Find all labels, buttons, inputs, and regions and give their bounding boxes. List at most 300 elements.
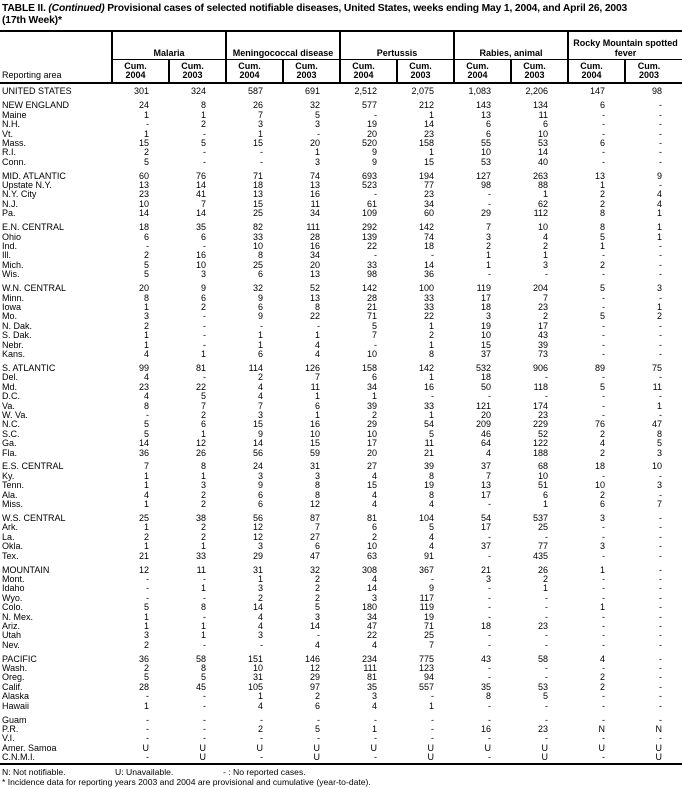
data-cell: 1 — [657, 400, 663, 411]
data-cell: N — [655, 724, 663, 734]
row-label: UNITED STATES — [2, 86, 72, 97]
data-cell: - — [203, 147, 206, 158]
table-row — [0, 631, 682, 640]
data-cell: 99 — [138, 362, 149, 373]
data-cell: 6 — [315, 400, 321, 411]
row-label: Pa. — [2, 208, 16, 219]
data-cell: 9 — [657, 170, 663, 181]
data-cell: 39 — [424, 461, 435, 472]
data-cell: 2 — [543, 573, 549, 584]
data-cell: - — [146, 592, 149, 603]
data-cell: 16 — [195, 250, 206, 261]
data-cell: 2 — [200, 119, 206, 130]
data-cell: - — [146, 573, 149, 584]
data-cell: 12 — [310, 499, 321, 510]
table-row — [0, 242, 682, 251]
data-cell: - — [602, 714, 606, 725]
data-cell: - — [602, 400, 606, 411]
data-cell: 4 — [429, 541, 435, 552]
table-row — [0, 683, 682, 692]
data-cell: 28 — [138, 681, 149, 692]
data-cell: - — [659, 269, 663, 280]
data-cell: 17 — [481, 522, 492, 533]
data-cell: - — [203, 128, 206, 139]
data-cell: - — [659, 259, 663, 270]
row-label: Oreg. — [2, 672, 25, 683]
data-cell: - — [659, 391, 663, 402]
data-cell: 4 — [372, 489, 378, 500]
data-cell: - — [602, 700, 606, 711]
data-cell: 82 — [252, 222, 263, 233]
data-cell: 3 — [600, 541, 606, 552]
cum-label: Cum. — [238, 61, 261, 71]
data-cell: - — [659, 639, 663, 650]
table-row — [0, 383, 682, 392]
data-cell: 97 — [310, 681, 321, 692]
data-cell: 5 — [315, 602, 321, 613]
data-cell: U — [313, 742, 321, 753]
data-cell: 15 — [252, 137, 263, 148]
data-cell: 36 — [138, 447, 149, 458]
table-row — [0, 120, 682, 129]
data-cell: 25 — [138, 512, 149, 523]
table-row — [0, 533, 682, 542]
table-row — [0, 373, 682, 382]
table-row — [0, 641, 682, 650]
data-cell: 5 — [372, 320, 378, 331]
data-cell: - — [545, 611, 549, 622]
data-cell: 174 — [532, 400, 549, 411]
data-cell: U — [370, 742, 378, 753]
table-row — [0, 83, 682, 96]
data-cell: 81 — [195, 362, 206, 373]
data-cell: 1 — [429, 409, 435, 420]
data-cell: - — [545, 372, 549, 383]
data-cell: 68 — [538, 461, 549, 472]
data-cell: 33 — [195, 550, 206, 561]
data-cell: 209 — [475, 419, 492, 430]
data-cell: 8 — [486, 691, 492, 702]
data-cell: 8 — [600, 208, 606, 219]
column-subheader — [112, 60, 169, 84]
data-cell: 81 — [367, 512, 378, 523]
data-cell: 16 — [481, 724, 492, 734]
data-cell: - — [659, 663, 663, 674]
data-cell: 100 — [418, 283, 435, 294]
data-cell: 20 — [310, 137, 321, 148]
data-cell: 22 — [195, 381, 206, 392]
data-cell: 94 — [424, 672, 435, 683]
table-row — [0, 111, 682, 120]
data-cell: - — [659, 100, 663, 111]
data-cell: 22 — [367, 241, 378, 251]
data-cell: - — [659, 180, 663, 191]
data-cell: 1,083 — [468, 86, 492, 97]
data-cell: 56 — [252, 447, 263, 458]
title-continued: (Continued) — [48, 3, 105, 14]
data-cell: 15 — [367, 480, 378, 491]
data-cell: 4 — [657, 189, 663, 200]
data-cell: 577 — [361, 100, 378, 111]
data-cell: 45 — [195, 681, 206, 692]
data-cell: 21 — [481, 564, 492, 575]
data-cell: 2 — [143, 320, 149, 331]
data-cell: 3 — [657, 283, 663, 294]
data-cell: 4 — [429, 531, 435, 542]
data-cell: - — [602, 330, 606, 341]
data-cell: 158 — [361, 362, 378, 373]
data-cell: 118 — [533, 381, 549, 392]
cum-label: Cum. — [523, 61, 546, 71]
data-cell: 3 — [315, 611, 321, 622]
row-label: Mont. — [2, 573, 25, 584]
title-table-number: TABLE II. — [2, 3, 46, 14]
data-cell: 24 — [252, 461, 263, 472]
data-cell: - — [602, 269, 606, 280]
data-cell: 87 — [310, 512, 321, 523]
data-cell: 109 — [361, 208, 378, 219]
data-cell: - — [602, 470, 606, 481]
data-cell: 22 — [310, 311, 321, 322]
data-cell: 6 — [200, 419, 206, 430]
data-cell: 14 — [138, 438, 149, 449]
table-row — [0, 139, 682, 148]
year-label: 2004 — [125, 70, 146, 81]
data-cell: 1 — [600, 564, 606, 575]
row-label: S.C. — [2, 428, 20, 439]
data-cell: 19 — [424, 480, 435, 491]
data-cell: 71 — [424, 620, 435, 631]
data-cell: 9 — [257, 292, 263, 303]
data-cell: 15 — [424, 156, 435, 167]
data-cell: 1 — [143, 470, 149, 481]
data-cell: - — [659, 700, 663, 711]
data-cell: 2 — [200, 522, 206, 533]
data-cell: 2 — [600, 672, 606, 683]
data-cell: 43 — [538, 330, 549, 341]
data-cell: - — [545, 672, 549, 683]
cum-label: Cum. — [409, 61, 432, 71]
data-cell: 2 — [600, 489, 606, 500]
data-cell: 194 — [418, 170, 435, 181]
data-cell: 8 — [200, 663, 206, 674]
row-label: Utah — [2, 630, 22, 641]
data-cell: 77 — [424, 180, 435, 191]
data-cell: 2 — [600, 428, 606, 439]
data-cell: 114 — [248, 362, 263, 373]
table-row — [0, 500, 682, 509]
data-cell: 3 — [657, 447, 663, 458]
table-row — [0, 233, 682, 242]
data-cell: 5 — [429, 428, 435, 439]
data-cell: 14 — [195, 180, 206, 191]
row-label: Calif. — [2, 681, 23, 692]
data-cell: 55 — [481, 137, 492, 148]
row-label: Wash. — [2, 663, 28, 674]
notifiable-diseases-table — [0, 30, 682, 765]
data-cell: 23 — [538, 724, 549, 734]
table-row — [0, 364, 682, 373]
data-cell: 1 — [143, 480, 149, 491]
data-cell: 143 — [475, 100, 492, 111]
data-cell: - — [488, 189, 492, 200]
table-row — [0, 584, 682, 593]
data-cell: 11 — [652, 381, 663, 392]
data-cell: 3 — [315, 119, 321, 130]
data-cell: 4 — [257, 611, 263, 622]
data-cell: 3 — [486, 311, 492, 322]
data-cell: 3 — [600, 512, 606, 523]
data-cell: 2 — [315, 583, 321, 594]
data-cell: 56 — [252, 512, 263, 523]
data-cell: 52 — [538, 428, 549, 439]
data-cell: 17 — [367, 438, 378, 449]
data-cell: 8 — [315, 489, 321, 500]
data-cell: 37 — [481, 461, 492, 472]
data-cell: - — [488, 592, 492, 603]
row-label: V.I. — [2, 733, 15, 744]
data-cell: 9 — [372, 147, 378, 158]
row-label: N.C. — [2, 419, 20, 430]
data-cell: - — [203, 700, 206, 711]
data-cell: 15 — [252, 198, 263, 209]
data-cell: - — [659, 602, 663, 613]
data-cell: - — [203, 311, 206, 322]
data-cell: 111 — [306, 222, 321, 233]
data-cell: 4 — [143, 489, 149, 500]
data-cell: 8 — [429, 489, 435, 500]
row-label: Mich. — [2, 259, 24, 270]
data-cell: 21 — [424, 447, 435, 458]
year-label: 2004 — [581, 70, 602, 81]
data-cell: 52 — [310, 283, 321, 294]
data-cell: 4 — [315, 639, 321, 650]
row-label: Ga. — [2, 438, 17, 449]
data-cell: 537 — [532, 512, 549, 523]
data-cell: 1 — [657, 208, 663, 219]
data-cell: - — [317, 714, 321, 725]
data-cell: 234 — [361, 653, 378, 664]
data-cell: 2 — [543, 241, 549, 251]
cum-label: Cum. — [124, 61, 147, 71]
data-cell: 6 — [372, 522, 378, 533]
data-cell: 1 — [143, 339, 149, 350]
data-cell: 39 — [538, 339, 549, 350]
data-cell: 23 — [138, 381, 149, 392]
data-cell: 7 — [257, 400, 263, 411]
data-cell: 1 — [543, 250, 549, 261]
data-cell: 4 — [143, 372, 149, 383]
data-cell: 117 — [419, 592, 435, 603]
row-label: Va. — [2, 400, 15, 411]
data-cell: - — [203, 592, 206, 603]
data-cell: 58 — [538, 653, 549, 664]
column-group-header: Rocky Mountain spotted fever — [568, 31, 682, 60]
data-cell: 151 — [247, 653, 263, 664]
data-cell: 1 — [143, 109, 149, 120]
cum-label: Cum. — [181, 61, 204, 71]
data-cell: 6 — [315, 541, 321, 552]
data-cell: - — [659, 512, 663, 523]
data-cell: 2 — [600, 198, 606, 209]
data-cell: - — [488, 733, 492, 744]
table-row — [0, 261, 682, 270]
data-cell: 5 — [143, 269, 149, 280]
table-body — [0, 83, 682, 763]
data-cell: - — [602, 583, 606, 594]
data-cell: - — [602, 663, 606, 674]
row-label: S. Dak. — [2, 330, 32, 341]
row-label: Ky. — [2, 470, 15, 481]
data-cell: 6 — [486, 128, 492, 139]
data-cell: 40 — [538, 156, 549, 167]
data-cell: U — [427, 752, 435, 763]
data-cell: 8 — [315, 480, 321, 491]
data-cell: 29 — [481, 208, 492, 219]
year-label: 2004 — [353, 70, 374, 81]
data-cell: 2 — [200, 531, 206, 542]
data-cell: - — [260, 147, 263, 158]
data-cell: - — [659, 109, 663, 120]
data-cell: 4 — [315, 348, 321, 359]
data-cell: 1 — [543, 189, 549, 200]
data-cell: 77 — [538, 541, 549, 552]
data-cell: U — [598, 742, 606, 753]
data-cell: 98 — [481, 180, 492, 191]
data-cell: 4 — [429, 499, 435, 510]
table-row — [0, 523, 682, 532]
data-cell: 2 — [315, 573, 321, 584]
data-cell: 8 — [257, 250, 263, 261]
data-cell: 5 — [429, 522, 435, 533]
data-cell: - — [203, 724, 206, 734]
data-cell: 204 — [532, 283, 549, 294]
data-cell: 1 — [257, 330, 263, 341]
data-cell: U — [199, 742, 206, 753]
data-cell: 7 — [200, 400, 206, 411]
data-cell: 22 — [424, 311, 435, 322]
table-row — [0, 542, 682, 551]
table-row — [0, 130, 682, 139]
data-cell: - — [659, 128, 663, 139]
data-cell: - — [146, 752, 149, 763]
data-cell: 1 — [200, 470, 206, 481]
data-cell: - — [431, 573, 435, 584]
data-cell: - — [545, 592, 549, 603]
table-row — [0, 734, 682, 743]
data-cell: 15 — [252, 419, 263, 430]
data-cell: - — [260, 156, 263, 167]
table-row — [0, 341, 682, 350]
data-cell: 3 — [657, 480, 663, 491]
data-cell: - — [431, 691, 435, 702]
data-cell: - — [488, 639, 492, 650]
data-cell: 308 — [361, 564, 378, 575]
data-cell: 6 — [543, 119, 549, 130]
column-group-header: Rabies, animal — [454, 31, 568, 60]
data-cell: 1 — [257, 339, 263, 350]
data-cell: 8 — [315, 301, 321, 312]
column-group-header: Pertussis — [340, 31, 454, 60]
data-cell: - — [659, 339, 663, 350]
data-cell: 7 — [315, 522, 321, 533]
data-cell: 33 — [424, 400, 435, 411]
data-cell: 5 — [600, 231, 606, 242]
data-cell: - — [602, 691, 606, 702]
data-cell: 31 — [252, 672, 263, 683]
data-cell: 15 — [138, 137, 149, 148]
data-cell: - — [602, 156, 606, 167]
data-cell: - — [203, 691, 206, 702]
data-cell: U — [541, 752, 549, 763]
data-cell: 3 — [257, 409, 263, 420]
row-label: R.I. — [2, 147, 17, 158]
data-cell: - — [602, 531, 606, 542]
data-cell: 1 — [429, 147, 435, 158]
data-cell: 89 — [595, 362, 606, 373]
data-cell: 4 — [543, 231, 549, 242]
data-cell: 34 — [424, 198, 435, 209]
data-cell: 6 — [200, 231, 206, 242]
table-row — [0, 284, 682, 293]
data-cell: 34 — [310, 208, 321, 219]
table-row — [0, 158, 682, 167]
data-cell: 13 — [138, 180, 149, 191]
data-cell: 1 — [257, 573, 263, 584]
data-cell: 11 — [196, 564, 206, 575]
data-cell: 35 — [481, 681, 492, 692]
data-cell: 10 — [538, 222, 549, 233]
row-label: W.S. CENTRAL — [2, 512, 66, 523]
data-cell: 6 — [257, 499, 263, 510]
data-cell: 32 — [310, 564, 321, 575]
data-cell: 38 — [195, 512, 206, 523]
table-row — [0, 172, 682, 181]
data-cell: 121 — [475, 400, 492, 411]
row-label: Hawaii — [2, 700, 30, 711]
data-cell: 18 — [481, 301, 492, 312]
row-label: Amer. Samoa — [2, 742, 57, 753]
data-cell: 18 — [138, 222, 149, 233]
data-cell: - — [659, 691, 663, 702]
data-cell: 28 — [367, 292, 378, 303]
data-cell: - — [602, 409, 606, 420]
data-cell: - — [659, 119, 663, 130]
data-cell: 18 — [424, 241, 435, 251]
data-cell: 4 — [657, 198, 663, 209]
year-label: 2003 — [639, 70, 660, 81]
data-cell: 10 — [367, 348, 378, 359]
data-cell: 9 — [257, 480, 263, 491]
data-cell: 3 — [543, 259, 549, 270]
row-label: W.N. CENTRAL — [2, 283, 67, 294]
data-cell: 12 — [138, 564, 149, 575]
legend-no-cases: - : No reported cases. — [223, 766, 306, 777]
data-cell: 20 — [138, 283, 149, 294]
data-cell: 3 — [486, 231, 492, 242]
data-cell: 3 — [372, 691, 378, 702]
data-cell: - — [203, 733, 206, 744]
table-row — [0, 664, 682, 673]
table-row — [0, 200, 682, 209]
data-cell: 1 — [657, 222, 663, 233]
data-cell: 32 — [252, 283, 263, 294]
data-cell: - — [659, 292, 663, 303]
data-cell: 1 — [657, 231, 663, 242]
data-cell: 8 — [600, 222, 606, 233]
table-row — [0, 692, 682, 701]
data-cell: 29 — [252, 550, 263, 561]
